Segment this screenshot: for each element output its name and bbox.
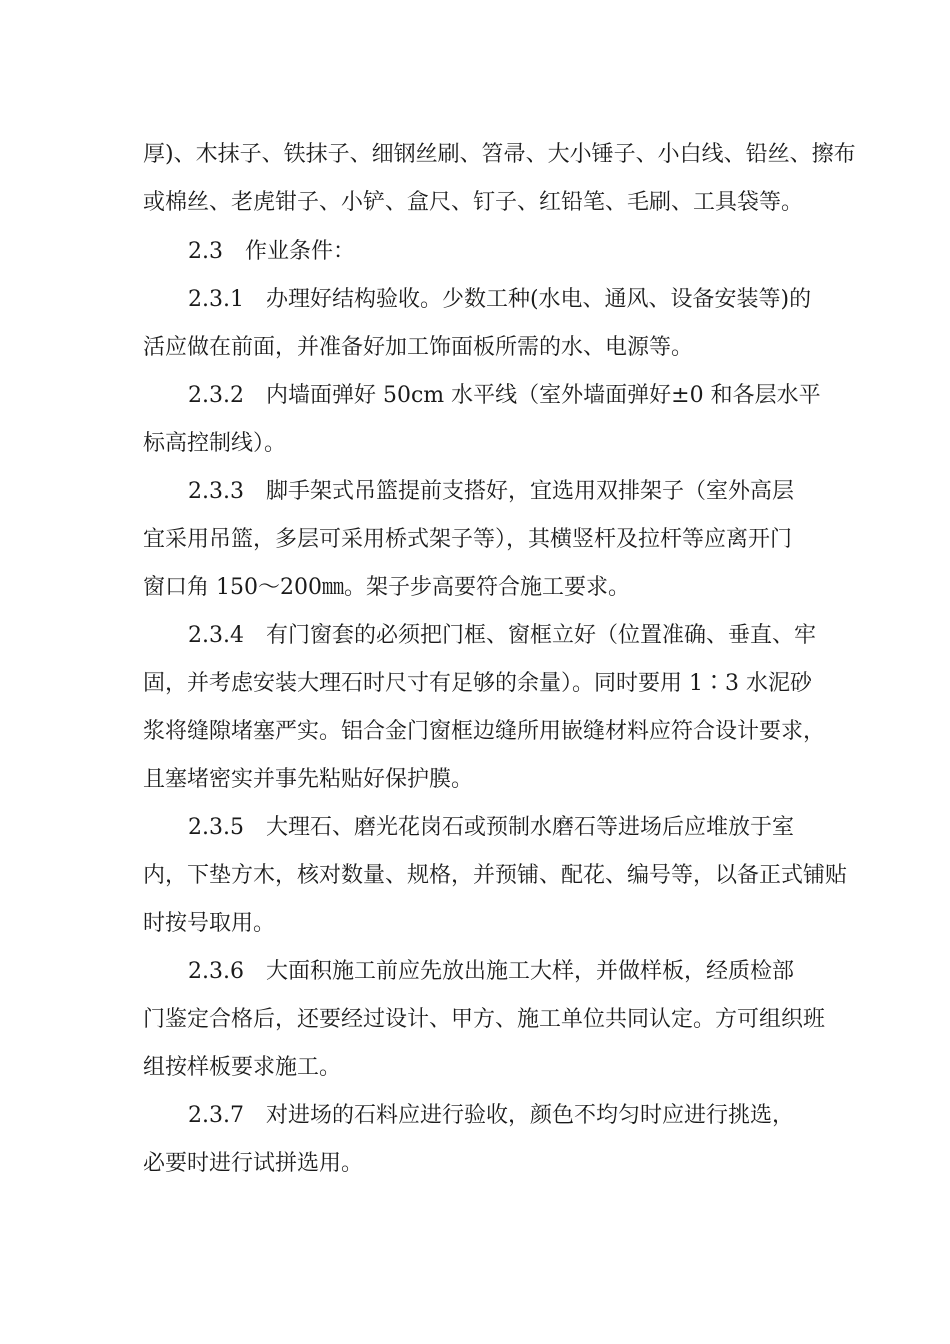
text-line: 2.3.1 办理好结构验收。少数工种(水电、通风、设备安装等)的 — [188, 287, 812, 312]
text-line: 必要时进行试拼选用。 — [143, 1151, 364, 1176]
text-line: 时按号取用。 — [143, 911, 276, 936]
text-line: 且塞堵密实并事先粘贴好保护膜。 — [143, 767, 474, 792]
text-line: 2.3.4 有门窗套的必须把门框、窗框立好（位置准确、垂直、牢 — [188, 623, 816, 648]
text-line: 标高控制线）。 — [143, 431, 287, 456]
text-line: 组按样板要求施工。 — [143, 1055, 342, 1080]
text-line: 宜采用吊篮，多层可采用桥式架子等），其横竖杆及拉杆等应离开门 — [143, 527, 793, 552]
section-heading: 2.3 作业条件： — [188, 239, 355, 264]
text-line: 2.3.5 大理石、磨光花岗石或预制水磨石等进场后应堆放于室 — [188, 815, 794, 840]
text-line: 固，并考虑安装大理石时尺寸有足够的余量）。同时要用 1∶3 水泥砂 — [143, 671, 812, 696]
text-line: 2.3.6 大面积施工前应先放出施工大样，并做样板，经质检部 — [188, 959, 794, 984]
text-line: 2.3.3 脚手架式吊篮提前支搭好，宜选用双排架子（室外高层 — [188, 479, 794, 504]
text-line: 2.3.2 内墙面弹好 50cm 水平线（室外墙面弹好±0 和各层水平 — [188, 383, 821, 408]
text-line: 浆将缝隙堵塞严实。铝合金门窗框边缝所用嵌缝材料应符合设计要求， — [143, 719, 826, 744]
text-line: 2.3.7 对进场的石料应进行验收，颜色不均匀时应进行挑选， — [188, 1103, 794, 1128]
text-line: 或棉丝、老虎钳子、小铲、盒尺、钉子、红铅笔、毛刷、工具袋等。 — [143, 190, 804, 215]
text-line: 窗口角 150～200㎜。架子步高要符合施工要求。 — [143, 575, 630, 600]
text-line: 活应做在前面，并准备好加工饰面板所需的水、电源等。 — [143, 335, 694, 360]
text-line: 内，下垫方木，核对数量、规格，并预铺、配花、编号等，以备正式铺贴 — [143, 863, 848, 888]
text-line: 厚)、木抹子、铁抹子、细钢丝刷、笤帚、大小锤子、小白线、铅丝、擦布 — [143, 142, 856, 167]
text-line: 门鉴定合格后，还要经过设计、甲方、施工单位共同认定。方可组织班 — [143, 1007, 826, 1032]
